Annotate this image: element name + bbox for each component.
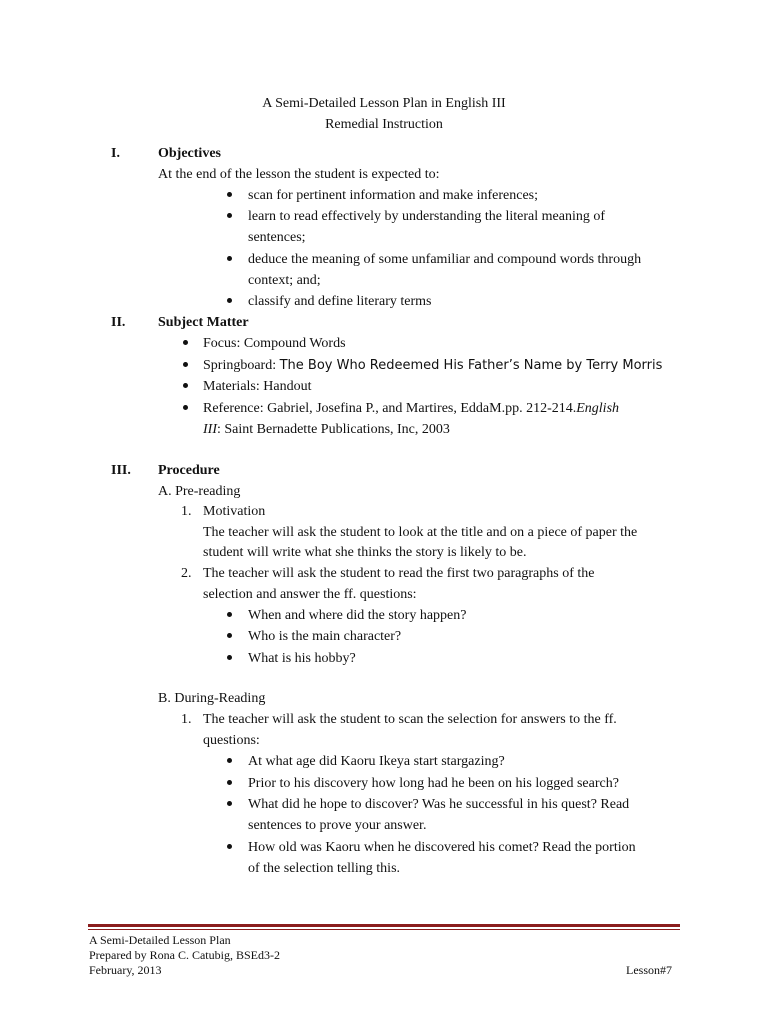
during-reading-question-continued: of the selection telling this. <box>248 861 401 876</box>
objectives-intro: At the end of the lesson the student is expected to: <box>158 167 440 182</box>
pre-reading-question: What is his hobby? <box>248 651 356 666</box>
during-reading-question-continued: sentences to prove your answer. <box>248 818 427 833</box>
reference-publisher: : Saint Bernadette Publications, Inc, 2003 <box>217 422 450 437</box>
pre-reading-question: Who is the main character? <box>248 629 402 644</box>
bullet-icon <box>227 801 232 806</box>
pre-reading-label: A. Pre-reading <box>158 484 241 499</box>
bullet-icon <box>227 655 232 660</box>
springboard-label: Springboard: <box>203 358 280 373</box>
objective-item-continued: context; and; <box>248 273 321 288</box>
subject-reference-continued <box>203 419 450 440</box>
bullet-icon <box>227 298 232 303</box>
during-reading-step1-body-continued: questions: <box>203 733 260 748</box>
during-reading-step1-body: The teacher will ask the student to scan the selection for answers to the ff. <box>203 712 617 727</box>
step-number: 2. <box>181 566 192 581</box>
bullet-icon <box>183 405 188 410</box>
pre-reading-question: When and where did the story happen? <box>248 608 467 623</box>
bullet-icon <box>227 780 232 785</box>
during-reading-label: B. During-Reading <box>158 691 266 706</box>
footer-divider-thin <box>88 929 680 930</box>
section-numeral-objectives: I. <box>111 146 120 161</box>
step-number: 1. <box>181 504 192 519</box>
motivation-body-continued: student will write what she thinks the story is likely to be. <box>203 545 527 560</box>
footer-date: February, 2013 <box>89 963 162 977</box>
bullet-icon <box>227 633 232 638</box>
footer-doc-title: A Semi-Detailed Lesson Plan <box>89 933 231 947</box>
bullet-icon <box>227 192 232 197</box>
during-reading-question: What did he hope to discover? Was he successful in his quest? Read <box>248 797 630 812</box>
subject-springboard <box>203 355 662 376</box>
bullet-icon <box>227 612 232 617</box>
pre-reading-step2-body: The teacher will ask the student to read the first two paragraphs of the <box>203 566 595 581</box>
during-reading-question: Prior to his discovery how long had he been on his logged search? <box>248 776 619 791</box>
bullet-icon <box>183 340 188 345</box>
section-numeral-subject-matter: II. <box>111 315 126 330</box>
subject-focus: Focus: Compound Words <box>203 336 346 351</box>
footer-divider <box>88 924 680 927</box>
document-title <box>0 93 768 135</box>
objective-item: learn to read effectively by understanding the literal meaning of <box>248 209 605 224</box>
footer-prepared-by: Prepared by Rona C. Catubig, BSEd3-2 <box>89 948 280 962</box>
motivation-title: Motivation <box>203 504 266 519</box>
footer-lesson-number: Lesson#7 <box>626 963 672 977</box>
section-heading-subject-matter: Subject Matter <box>158 315 249 330</box>
objective-item-continued: sentences; <box>248 230 306 245</box>
reference-book-title: English <box>576 401 620 416</box>
objective-item: deduce the meaning of some unfamiliar and compound words through <box>248 252 642 267</box>
during-reading-question: How old was Kaoru when he discovered his comet? Read the portion <box>248 840 636 855</box>
bullet-icon <box>227 844 232 849</box>
title-line-1: A Semi-Detailed Lesson Plan in English III <box>262 96 506 111</box>
objective-item: scan for pertinent information and make inferences; <box>248 188 538 203</box>
subject-materials: Materials: Handout <box>203 379 312 394</box>
bullet-icon <box>227 758 232 763</box>
subject-reference <box>203 398 619 419</box>
motivation-body: The teacher will ask the student to look at the title and on a piece of paper the <box>203 525 638 540</box>
step-number: 1. <box>181 712 192 727</box>
section-numeral-procedure: III. <box>111 463 131 478</box>
pre-reading-step2-body-continued: selection and answer the ff. questions: <box>203 587 417 602</box>
title-line-2: Remedial Instruction <box>325 117 443 132</box>
objective-item: classify and define literary terms <box>248 294 432 309</box>
bullet-icon <box>227 213 232 218</box>
during-reading-question: At what age did Kaoru Ikeya start stargazing? <box>248 754 505 769</box>
bullet-icon <box>183 362 188 367</box>
springboard-title: The Boy Who Redeemed His Father’s Name by Terry Morris <box>279 358 663 373</box>
bullet-icon <box>227 256 232 261</box>
reference-book-title-continued: III <box>203 422 217 437</box>
bullet-icon <box>183 383 188 388</box>
reference-text: Reference: Gabriel, Josefina P., and Martires, EddaM.pp. 212-214. <box>203 401 577 416</box>
section-heading-procedure: Procedure <box>158 463 220 478</box>
section-heading-objectives: Objectives <box>158 146 221 161</box>
